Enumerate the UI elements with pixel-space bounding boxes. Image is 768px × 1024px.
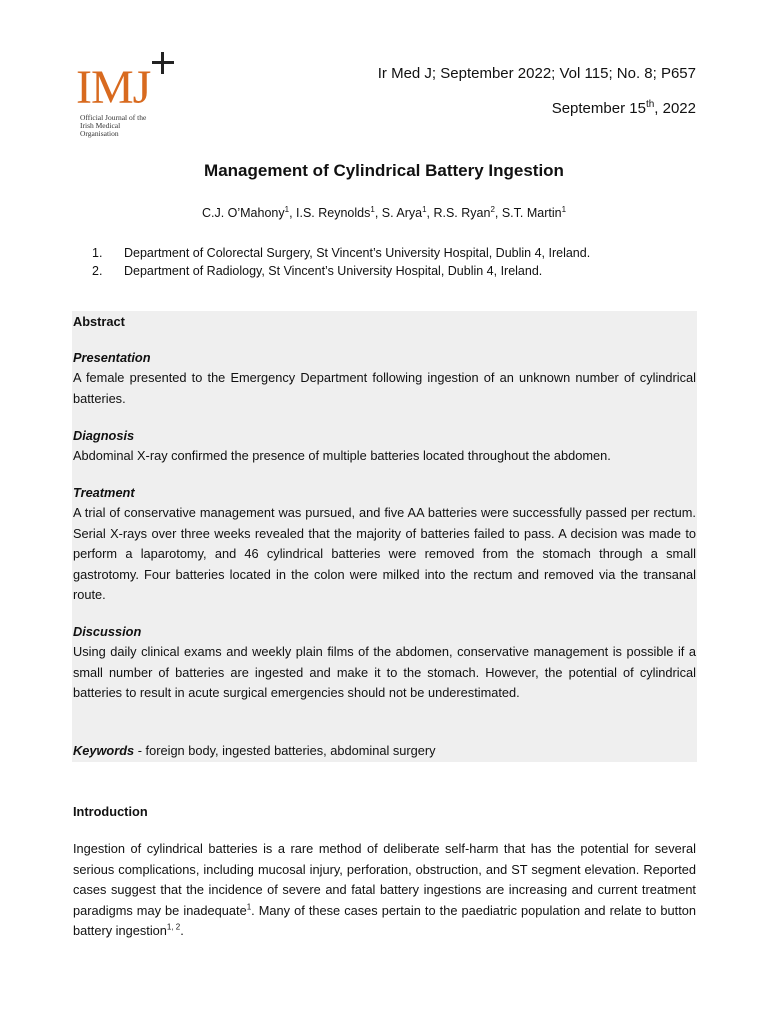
introduction-text: Ingestion of cylindrical batteries is a rare method of deliberate self-harm that has the potential for several serious complications, including mucosal injury, perforation, obstruction, and ST segment elevation. Reported cases suggest that the incidence of severe and fatal battery ingestions are increasing and current treatment paradigms may be inadequate$^1$. Many of these cases pertain to the paediatric population and relate to button battery ingestion$^{1, 2}$. bbox=[73, 841, 696, 938]
keywords-text: - foreign body, ingested batteries, abdominal surgery bbox=[134, 743, 436, 758]
presentation-text: A female presented to the Emergency Department following ingestion of an unknown number of cylindrical batteries. bbox=[73, 370, 696, 406]
diagnosis-heading: Diagnosis bbox=[73, 428, 135, 443]
author: C.J. O’Mahony bbox=[201, 206, 285, 221]
discussion-heading: Discussion bbox=[73, 624, 142, 639]
treatment-text: A trial of conservative management was pursued, and five AA batteries were successfully passed per rectum. Serial X-rays over three weeks revealed that the majority of batteries failed to pass. A decision was made to perform a laparotomy, and 46 cylindrical batteries were removed from the stomach through a small gastrotomy. Four batteries located in the colon were milked into the rectum and removed via the transanal route. bbox=[73, 505, 696, 602]
plus-icon bbox=[152, 52, 174, 74]
author-list: C.J. O’Mahony$^1$, I.S. Reynolds$^1$, S. Arya$^1$, R.S. Ryan$^2$, S.T. Martin$^1$ bbox=[201, 205, 567, 221]
author: R.S. Ryan bbox=[433, 206, 491, 221]
reference-marker: 1, 2 bbox=[166, 922, 181, 932]
treatment-heading: Treatment bbox=[73, 485, 135, 500]
introduction-heading: Introduction bbox=[73, 804, 148, 819]
diagnosis-text: Abdominal X-ray confirmed the presence of multiple batteries located throughout the abdomen. bbox=[73, 448, 611, 463]
affiliation-item: 2. Department of Radiology, St Vincent’s University Hospital, Dublin 4, Ireland. bbox=[92, 264, 543, 278]
journal-citation: Ir Med J; September 2022; Vol 115; No. 8; P657 bbox=[377, 65, 696, 82]
abstract-heading: Abstract bbox=[73, 314, 125, 329]
author: S. Arya bbox=[381, 206, 423, 221]
author: S.T. Martin bbox=[501, 206, 562, 221]
author: I.S. Reynolds bbox=[296, 206, 371, 221]
journal-logo bbox=[76, 50, 186, 150]
affiliation-item: 1. Department of Colorectal Surgery, St Vincent’s University Hospital, Dublin 4, Ireland. bbox=[92, 246, 591, 260]
logo-letters: IMJ bbox=[76, 61, 151, 114]
affiliation-list bbox=[92, 244, 590, 280]
publication-date: September 15th, 2022 bbox=[551, 99, 696, 117]
keywords-line bbox=[73, 741, 696, 762]
article-title: Management of Cylindrical Battery Ingestion bbox=[204, 161, 564, 180]
logo-subtitle: Official Journal of the Irish Medical Organisation bbox=[80, 113, 147, 138]
presentation-heading: Presentation bbox=[73, 350, 151, 365]
discussion-text: Using daily clinical exams and weekly plain films of the abdomen, conservative management is possible if a small number of batteries are ingested and make it to the stomach. However, the potential of cylindrical batteries to result in acute surgical emergencies should not be underestimated. bbox=[73, 644, 696, 700]
reference-marker: 1 bbox=[246, 902, 252, 912]
keywords-heading: Keywords bbox=[73, 743, 135, 758]
